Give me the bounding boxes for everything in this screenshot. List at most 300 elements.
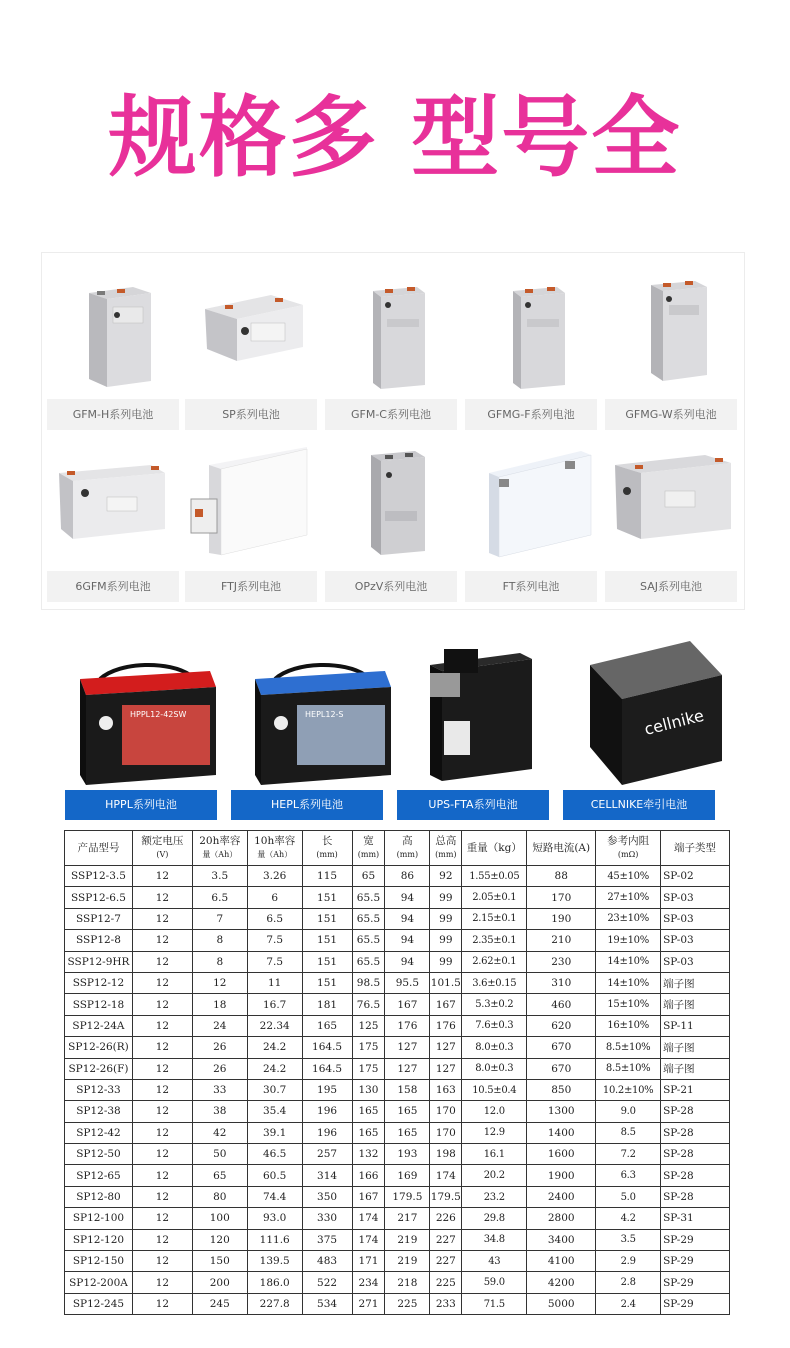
product-caption: GFMG-F系列电池 [465,399,597,430]
table-cell: 2.15±0.1 [462,908,527,929]
traction-battery-image [580,635,730,795]
table-cell: 2.8 [596,1272,661,1293]
table-row [65,1208,730,1229]
table-cell: 3400 [527,1229,596,1250]
table-cell: 101.5 [430,972,462,993]
column-header [302,831,352,866]
table-cell: SP12-80 [65,1186,133,1207]
wide-battery-image [605,425,737,565]
column-header-unit: (mm) [396,850,419,859]
table-cell: 198 [430,1144,462,1165]
table-cell: 2.4 [596,1293,661,1314]
table-cell: 端子图 [661,994,730,1015]
table-cell: SP12-100 [65,1208,133,1229]
product-grid [41,252,745,610]
table-row [65,994,730,1015]
table-cell: 27±10% [596,887,661,908]
table-cell: 12 [192,972,247,993]
table-row [65,887,730,908]
table-cell: 74.4 [247,1186,302,1207]
column-header-unit: 量（Ah） [202,850,238,859]
product-caption: 6GFM系列电池 [47,571,179,602]
table-cell: 193 [385,1144,430,1165]
table-cell: 12 [132,930,192,951]
table-cell: 12 [132,951,192,972]
table-cell: 226 [430,1208,462,1229]
table-row [65,1037,730,1058]
column-header [661,831,730,866]
front-terminal-battery-image [185,425,317,565]
table-row [65,1015,730,1036]
table-cell: 38 [192,1101,247,1122]
series-button-cellnike[interactable]: CELLNIKE牵引电池 [563,790,715,820]
table-cell: SP-29 [661,1272,730,1293]
product-caption: GFM-H系列电池 [47,399,179,430]
table-cell: 7.6±0.3 [462,1015,527,1036]
table-cell: 12 [132,887,192,908]
column-header-unit: (mm) [435,850,457,859]
table-cell: 92 [430,866,462,887]
table-row [65,930,730,951]
table-cell: 310 [527,972,596,993]
table-cell: 94 [385,887,430,908]
table-cell: 39.1 [247,1122,302,1143]
table-cell: 127 [385,1058,430,1079]
table-cell: 139.5 [247,1251,302,1272]
table-cell: 33 [192,1079,247,1100]
table-cell: 12 [132,1058,192,1079]
table-cell: 65 [352,866,385,887]
table-cell: 8.5±10% [596,1058,661,1079]
column-header-line1: 重量（kg） [466,841,522,854]
table-cell: 2400 [527,1186,596,1207]
table-cell: SP-29 [661,1229,730,1250]
table-cell: SSP12-9HR [65,951,133,972]
table-cell: 165 [385,1101,430,1122]
column-header-line1: 端子类型 [674,841,717,854]
table-row [65,1122,730,1143]
table-cell: 86 [385,866,430,887]
table-cell: 111.6 [247,1229,302,1250]
table-cell: 483 [302,1251,352,1272]
table-cell: 314 [302,1165,352,1186]
column-header-line1: 短路电流(A) [532,841,591,854]
table-cell: 227 [430,1229,462,1250]
table-cell: SP-29 [661,1293,730,1314]
tall-battery-image [605,253,737,393]
table-cell: SP12-200A [65,1272,133,1293]
table-cell: 22.34 [247,1015,302,1036]
table-cell: 16±10% [596,1015,661,1036]
table-cell: 23±10% [596,908,661,929]
product-caption: GFMG-W系列电池 [605,399,737,430]
table-cell: 12 [132,1144,192,1165]
table-cell: 12 [132,866,192,887]
column-header-line1: 参考内阻 [607,835,650,847]
table-cell: 80 [192,1186,247,1207]
table-cell: 1900 [527,1165,596,1186]
table-cell: 1600 [527,1144,596,1165]
table-cell: 12 [132,1122,192,1143]
table-cell: 12 [132,1272,192,1293]
table-cell: 234 [352,1272,385,1293]
table-cell: 200 [192,1272,247,1293]
table-cell: 7.5 [247,930,302,951]
product-caption: FTJ系列电池 [185,571,317,602]
product-caption: GFM-C系列电池 [325,399,457,430]
table-cell: 196 [302,1101,352,1122]
table-cell: 670 [527,1058,596,1079]
sticker-text: HEPL12-S [305,710,344,719]
table-cell: 127 [430,1058,462,1079]
brand-text: cellnike [642,705,706,739]
table-cell: 99 [430,930,462,951]
table-cell: SP12-26(R) [65,1037,133,1058]
table-cell: 165 [302,1015,352,1036]
table-cell: 8.5±10% [596,1037,661,1058]
table-cell: 179.5 [430,1186,462,1207]
table-cell: 100 [192,1208,247,1229]
table-cell: 60.5 [247,1165,302,1186]
table-cell: 3.26 [247,866,302,887]
table-cell: 26 [192,1037,247,1058]
table-cell: 43 [462,1251,527,1272]
table-cell: 50 [192,1144,247,1165]
table-cell: 6.3 [596,1165,661,1186]
front-terminal-battery-image [465,425,597,565]
table-cell: 29.8 [462,1208,527,1229]
column-header-line1: 宽 [363,835,374,847]
table-row [65,1272,730,1293]
table-cell: 132 [352,1144,385,1165]
table-cell: 2.62±0.1 [462,951,527,972]
table-cell: SP12-120 [65,1229,133,1250]
table-cell: 65.5 [352,887,385,908]
table-cell: 170 [430,1101,462,1122]
series-button-hppl[interactable]: HPPL系列电池 [65,790,217,820]
table-cell: 3.6±0.15 [462,972,527,993]
column-header [352,831,385,866]
table-cell: 175 [352,1058,385,1079]
table-cell: 34.8 [462,1229,527,1250]
table-cell: 225 [430,1272,462,1293]
table-cell: 65 [192,1165,247,1186]
table-row [65,1165,730,1186]
table-cell: SSP12-12 [65,972,133,993]
table-cell: 10.2±10% [596,1079,661,1100]
table-row [65,1293,730,1314]
table-cell: 12 [132,1208,192,1229]
table-cell: 1400 [527,1122,596,1143]
table-cell: 534 [302,1293,352,1314]
table-cell: SSP12-18 [65,994,133,1015]
column-header [462,831,527,866]
table-cell: 151 [302,887,352,908]
table-row [65,1058,730,1079]
table-cell: 14±10% [596,951,661,972]
table-cell: 94 [385,951,430,972]
table-cell: 端子图 [661,1037,730,1058]
table-cell: 174 [352,1208,385,1229]
table-cell: 8 [192,930,247,951]
table-cell: 16.1 [462,1144,527,1165]
table-cell: 219 [385,1229,430,1250]
table-cell: SSP12-6.5 [65,887,133,908]
tall-battery-image [325,253,457,393]
table-cell: 170 [430,1122,462,1143]
table-row [65,1079,730,1100]
table-cell: 2.9 [596,1251,661,1272]
spec-table [64,830,730,1315]
table-cell: 158 [385,1079,430,1100]
table-cell: 167 [430,994,462,1015]
table-cell: SP12-38 [65,1101,133,1122]
table-cell: SP-03 [661,908,730,929]
column-header [527,831,596,866]
table-cell: SP-28 [661,1101,730,1122]
table-cell: 65.5 [352,930,385,951]
table-cell: 45±10% [596,866,661,887]
table-cell: 5.3±0.2 [462,994,527,1015]
banner-title: 规格多 型号全 [108,86,682,189]
table-cell: 95.5 [385,972,430,993]
table-cell: 167 [385,994,430,1015]
table-cell: SP12-245 [65,1293,133,1314]
table-cell: 94 [385,930,430,951]
table-cell: 5.0 [596,1186,661,1207]
table-cell: 12 [132,1079,192,1100]
table-cell: 19±10% [596,930,661,951]
table-cell: 176 [430,1015,462,1036]
table-cell: 端子图 [661,1058,730,1079]
table-cell: 522 [302,1272,352,1293]
table-cell: 7.5 [247,951,302,972]
red-top-battery-image [70,657,222,807]
table-cell: 4100 [527,1251,596,1272]
table-cell: 8.5 [596,1122,661,1143]
column-header-line1: 总高 [435,835,457,847]
table-cell: SSP12-8 [65,930,133,951]
table-cell: 1300 [527,1101,596,1122]
table-cell: SP-03 [661,930,730,951]
table-cell: 8.0±0.3 [462,1037,527,1058]
table-cell: 65.5 [352,951,385,972]
table-cell: 76.5 [352,994,385,1015]
table-cell: 170 [527,887,596,908]
table-cell: 375 [302,1229,352,1250]
table-cell: 850 [527,1079,596,1100]
table-cell: 2.05±0.1 [462,887,527,908]
table-cell: SP12-33 [65,1079,133,1100]
table-cell: 88 [527,866,596,887]
table-row [65,1144,730,1165]
table-cell: 18 [192,994,247,1015]
table-cell: SSP12-7 [65,908,133,929]
table-cell: 196 [302,1122,352,1143]
table-cell: 230 [527,951,596,972]
table-cell: 245 [192,1293,247,1314]
table-cell: 174 [430,1165,462,1186]
column-header-line1: 高 [402,835,413,847]
table-cell: 151 [302,908,352,929]
table-cell: 24.2 [247,1058,302,1079]
series-button-hepl[interactable]: HEPL系列电池 [231,790,383,820]
table-cell: 190 [527,908,596,929]
table-cell: 227 [430,1251,462,1272]
table-row [65,908,730,929]
table-cell: 12 [132,1229,192,1250]
table-cell: SP-31 [661,1208,730,1229]
table-cell: 9.0 [596,1101,661,1122]
tall-battery-image [47,253,179,393]
column-header-line1: 20h率容 [199,835,241,847]
table-cell: 2800 [527,1208,596,1229]
wide-battery-image [185,253,317,393]
table-cell: 99 [430,908,462,929]
table-cell: SP-21 [661,1079,730,1100]
table-cell: SP-28 [661,1165,730,1186]
table-cell: 150 [192,1251,247,1272]
black-front-terminal-battery-image [400,625,550,785]
table-cell: 端子图 [661,972,730,993]
spec-table-body [65,866,730,1315]
table-row [65,1101,730,1122]
table-cell: 167 [352,1186,385,1207]
product-caption: SP系列电池 [185,399,317,430]
column-header-unit: (mm) [357,850,380,859]
column-header-line1: 产品型号 [77,841,120,854]
table-cell: 151 [302,930,352,951]
table-cell: 12.9 [462,1122,527,1143]
table-cell: SP-28 [661,1186,730,1207]
table-cell: SP12-50 [65,1144,133,1165]
table-cell: 257 [302,1144,352,1165]
table-cell: 233 [430,1293,462,1314]
table-cell: 65.5 [352,908,385,929]
table-cell: 620 [527,1015,596,1036]
table-row [65,972,730,993]
table-cell: 26 [192,1058,247,1079]
tall-battery-image [325,425,457,565]
table-cell: 164.5 [302,1037,352,1058]
table-row [65,1229,730,1250]
product-caption: FT系列电池 [465,571,597,602]
table-cell: 127 [430,1037,462,1058]
table-cell: 166 [352,1165,385,1186]
table-cell: 11 [247,972,302,993]
table-cell: 12 [132,994,192,1015]
table-cell: 2.35±0.1 [462,930,527,951]
table-cell: 165 [352,1122,385,1143]
table-cell: 175 [352,1037,385,1058]
table-cell: 1.55±0.05 [462,866,527,887]
table-cell: SP12-24A [65,1015,133,1036]
table-cell: 330 [302,1208,352,1229]
column-header-unit: (mm) [316,850,338,859]
column-header [192,831,247,866]
table-cell: 10.5±0.4 [462,1079,527,1100]
table-cell: 186.0 [247,1272,302,1293]
table-cell: 4.2 [596,1208,661,1229]
table-cell: 7 [192,908,247,929]
table-cell: 6 [247,887,302,908]
column-header-line1: 10h率容 [254,835,296,847]
table-cell: 12 [132,1251,192,1272]
table-cell: 12 [132,908,192,929]
table-cell: 12.0 [462,1101,527,1122]
table-cell: 670 [527,1037,596,1058]
table-cell: 12 [132,1293,192,1314]
column-header-line1: 额定电压 [141,835,184,847]
column-header [132,831,192,866]
table-cell: 3.5 [596,1229,661,1250]
table-cell: 46.5 [247,1144,302,1165]
table-row [65,951,730,972]
column-header [247,831,302,866]
table-cell: 164.5 [302,1058,352,1079]
sticker-text: HPPL12-42SW [130,710,187,719]
table-cell: 169 [385,1165,430,1186]
table-cell: 4200 [527,1272,596,1293]
product-caption: OPzV系列电池 [325,571,457,602]
table-cell: 24 [192,1015,247,1036]
table-cell: 176 [385,1015,430,1036]
column-header [596,831,661,866]
table-cell: SP-29 [661,1251,730,1272]
table-cell: 71.5 [462,1293,527,1314]
table-cell: 130 [352,1079,385,1100]
table-cell: 210 [527,930,596,951]
table-cell: 12 [132,1165,192,1186]
table-cell: 460 [527,994,596,1015]
table-cell: 127 [385,1037,430,1058]
table-cell: 6.5 [247,908,302,929]
blue-top-battery-image [245,657,397,807]
table-cell: 7.2 [596,1144,661,1165]
table-cell: 24.2 [247,1037,302,1058]
table-cell: SP-28 [661,1144,730,1165]
table-row [65,1251,730,1272]
series-button-ups-fta[interactable]: UPS-FTA系列电池 [397,790,549,820]
table-row [65,1186,730,1207]
table-cell: 8.0±0.3 [462,1058,527,1079]
table-cell: 5000 [527,1293,596,1314]
column-header-unit: (mΩ) [617,850,639,859]
table-cell: 12 [132,972,192,993]
table-cell: 151 [302,951,352,972]
table-cell: 227.8 [247,1293,302,1314]
table-cell: 179.5 [385,1186,430,1207]
table-cell: 6.5 [192,887,247,908]
table-cell: SP12-26(F) [65,1058,133,1079]
table-cell: 3.5 [192,866,247,887]
table-cell: 218 [385,1272,430,1293]
table-cell: 42 [192,1122,247,1143]
table-cell: SP-28 [661,1122,730,1143]
table-cell: 59.0 [462,1272,527,1293]
header-row [65,831,730,866]
column-header [430,831,462,866]
table-cell: 165 [352,1101,385,1122]
table-cell: 125 [352,1015,385,1036]
column-header-unit: (V) [156,850,169,859]
tall-battery-image [465,253,597,393]
table-cell: 20.2 [462,1165,527,1186]
table-cell: 35.4 [247,1101,302,1122]
column-header-line1: 长 [321,835,333,847]
table-cell: 12 [132,1101,192,1122]
table-cell: 217 [385,1208,430,1229]
